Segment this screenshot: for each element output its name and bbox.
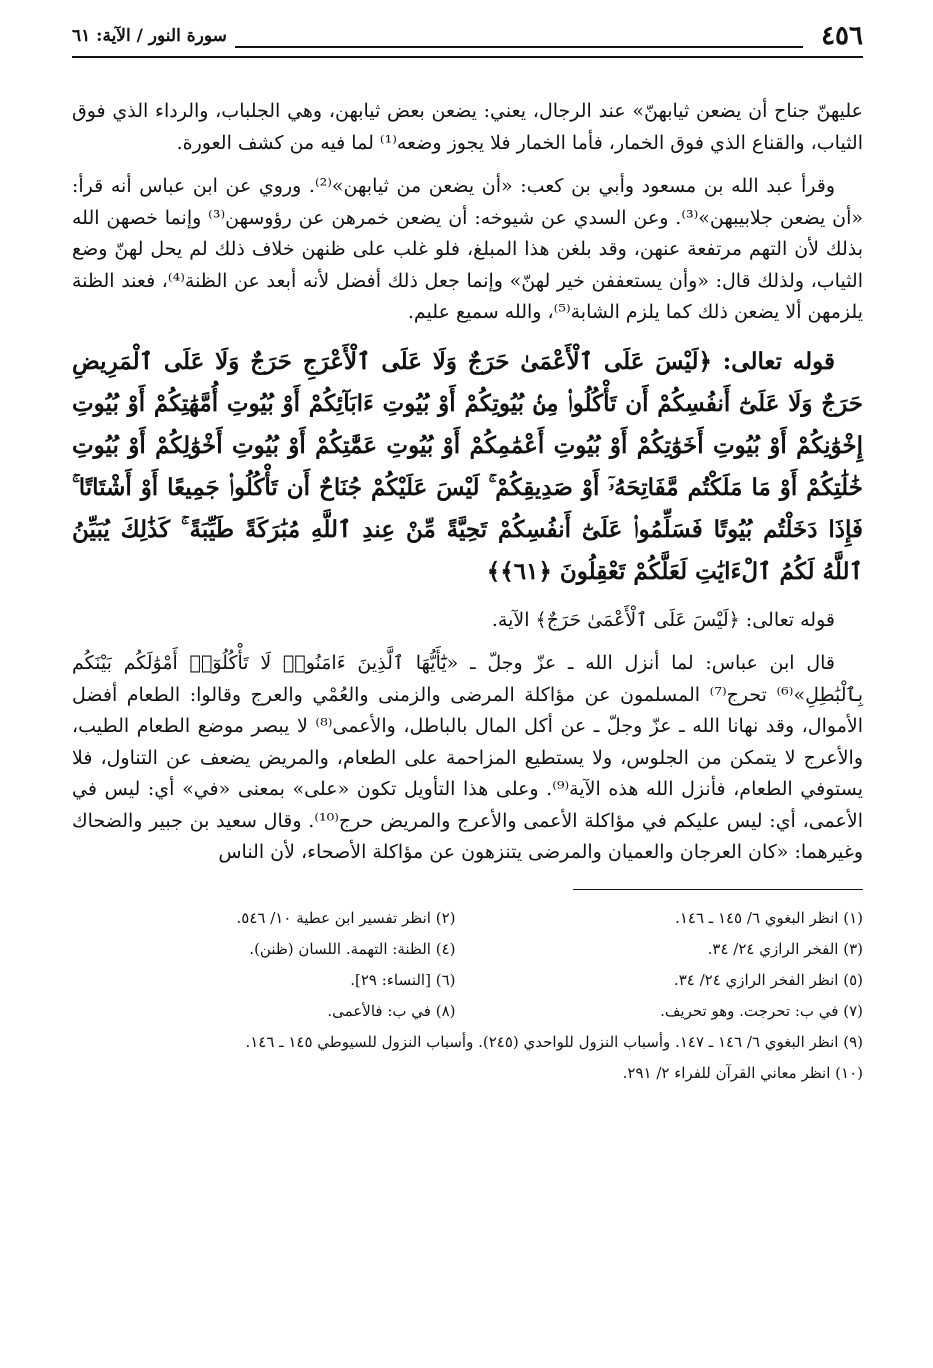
footnote: (٧) في ب: تحرجت. وهو تحريف. bbox=[660, 1001, 863, 1020]
footnote: (٦) [النساء: ٢٩]. bbox=[350, 970, 456, 989]
footnote-divider bbox=[573, 889, 863, 890]
footnotes bbox=[72, 906, 863, 1086]
footnote: (٩) انظر البغوي ٦/ ١٤٦ ـ ١٤٧. وأسباب النزول للواحدي (٢٤٥). وأسباب النزول للسيوطي ١٤٥ ـ ١٤٦. bbox=[245, 1032, 863, 1051]
footnote: (٣) الفخر الرازي ٢٤/ ٣٤. bbox=[707, 939, 863, 958]
paragraph: قال ابن عباس: لما أنزل الله ـ عزّ وجلّ ـ «يَٰٓأَيُّهَا ٱلَّذِينَ ءَامَنُوا۟ لَا تَأْكُلُوٓا۟ أَمْوَٰلَكُم بَيْنَكُم بِٱلْبَٰطِلِ»⁽⁶⁾ تحرج⁽⁷⁾ المسلمون عن مؤاكلة المرضى والزمنى والعُمْي والعرج وقالوا: الطعام أفضل الأموال، وقد نهانا الله ـ عزّ وجلّ ـ عن أكل المال بالباطل، والأعمى⁽⁸⁾ لا يبصر موضع الطعام الطيب، والأعرج لا يتمكن من الجلوس، ولا يستطيع المزاحمة على الطعام، والمريض يضعف عن التناول، فلا يستوفي الطعام، فأنزل الله هذه الآية⁽⁹⁾. وعلى هذا التأويل تكون «على» بمعنى «في» أي: ليس في الأعمى، أي: ليس عليكم في مؤاكلة الأعمى والأعرج والمريض حرج⁽¹⁰⁾. وقال سعيد بن جبير والضحاك وغيرهما: «كان العرجان والعميان والمرضى يتنزهون عن مؤاكلة الأصحاء، لأن الناس bbox=[72, 652, 864, 863]
paragraph: عليهنّ جناح أن يضعن ثيابهنّ» عند الرجال، يعني: يضعن بعض ثيابهن، وهي الجلباب، والرداء الذي فوق الثياب، والقناع الذي فوق الخمار، فأما الخمار فلا يجوز وضعه⁽¹⁾ لما فيه من كشف العورة. bbox=[72, 100, 863, 154]
footnote: (٤) الظنة: التهمة. اللسان (ظنن). bbox=[249, 939, 456, 958]
page-header bbox=[72, 18, 863, 54]
header-rule bbox=[235, 46, 803, 48]
main-text bbox=[72, 96, 863, 869]
running-title: سورة النور / الآية: ٦١ bbox=[72, 26, 227, 46]
book-page bbox=[72, 18, 863, 1328]
footnote: (١٠) انظر معاني القرآن للفراء ٢/ ٢٩١. bbox=[622, 1063, 863, 1082]
paragraph: قوله تعالى: ﴿لَيْسَ عَلَى ٱلْأَعْمَىٰ حَرَجٌ﴾ الآية. bbox=[491, 608, 835, 631]
footnote: (١) انظر البغوي ٦/ ١٤٥ ـ ١٤٦. bbox=[675, 908, 863, 927]
footnote: (٢) انظر تفسير ابن عطية ١٠/ ٥٤٦. bbox=[236, 908, 456, 927]
page-number: ٤٥٦ bbox=[821, 21, 863, 51]
footnote: (٥) انظر الفخر الرازي ٢٤/ ٣٤. bbox=[673, 970, 863, 989]
header-divider bbox=[72, 56, 863, 58]
footnote: (٨) في ب: فالأعمى. bbox=[327, 1001, 456, 1020]
paragraph: وقرأ عبد الله بن مسعود وأبي بن كعب: «أن يضعن من ثيابهن»⁽²⁾. وروي عن ابن عباس أنه قرأ: «أن يضعن جلابيبهن»⁽³⁾. وعن السدي عن شيوخه: أن يضعن خمرهن عن رؤوسهن⁽³⁾ وإنما خصهن الله بذلك لأن التهم مرتفعة عنهن، وقد بلغن هذا المبلغ، فلو غلب على ظنهن خلاف ذلك لم يحل لهنّ وضع الثياب، ولذلك قال: «وأن يستعففن خير لهنّ» وإنما جعل ذلك أفضل لأنه أبعد عن الظنة⁽⁴⁾، فعند الظنة يلزمهن ألا يضعن ذلك كما يلزم الشابة⁽⁵⁾، والله سميع عليم. bbox=[72, 175, 863, 323]
quran-verse: قوله تعالى: ﴿لَيْسَ عَلَى ٱلْأَعْمَىٰ حَرَجٌ وَلَا عَلَى ٱلْأَعْرَجِ حَرَجٌ وَلَا عَلَى ٱلْمَرِيضِ حَرَجٌ وَلَا عَلَىٰٓ أَنفُسِكُمْ أَن تَأْكُلُوا۟ مِنۢ بُيُوتِكُمْ أَوْ بُيُوتِ ءَابَآئِكُمْ أَوْ بُيُوتِ أُمَّهَٰتِكُمْ أَوْ بُيُوتِ إِخْوَٰنِكُمْ أَوْ بُيُوتِ أَخَوَٰتِكُمْ أَوْ بُيُوتِ أَعْمَٰمِكُمْ أَوْ بُيُوتِ عَمَّٰتِكُمْ أَوْ بُيُوتِ أَخْوَٰلِكُمْ أَوْ بُيُوتِ خَٰلَٰتِكُمْ أَوْ مَا مَلَكْتُم مَّفَاتِحَهُۥٓ أَوْ صَدِيقِكُمْ ۚ لَيْسَ عَلَيْكُمْ جُنَاحٌ أَن تَأْكُلُوا۟ جَمِيعًا أَوْ أَشْتَاتًا ۚ فَإِذَا دَخَلْتُم بُيُوتًا فَسَلِّمُوا۟ عَلَىٰٓ أَنفُسِكُمْ تَحِيَّةً مِّنْ عِندِ ٱللَّهِ مُبَٰرَكَةً طَيِّبَةً ۚ كَذَٰلِكَ يُبَيِّنُ ٱللَّهُ لَكُمُ ٱلْءَايَٰتِ لَعَلَّكُمْ تَعْقِلُونَ ﴿٦١﴾﴾ bbox=[72, 347, 863, 585]
